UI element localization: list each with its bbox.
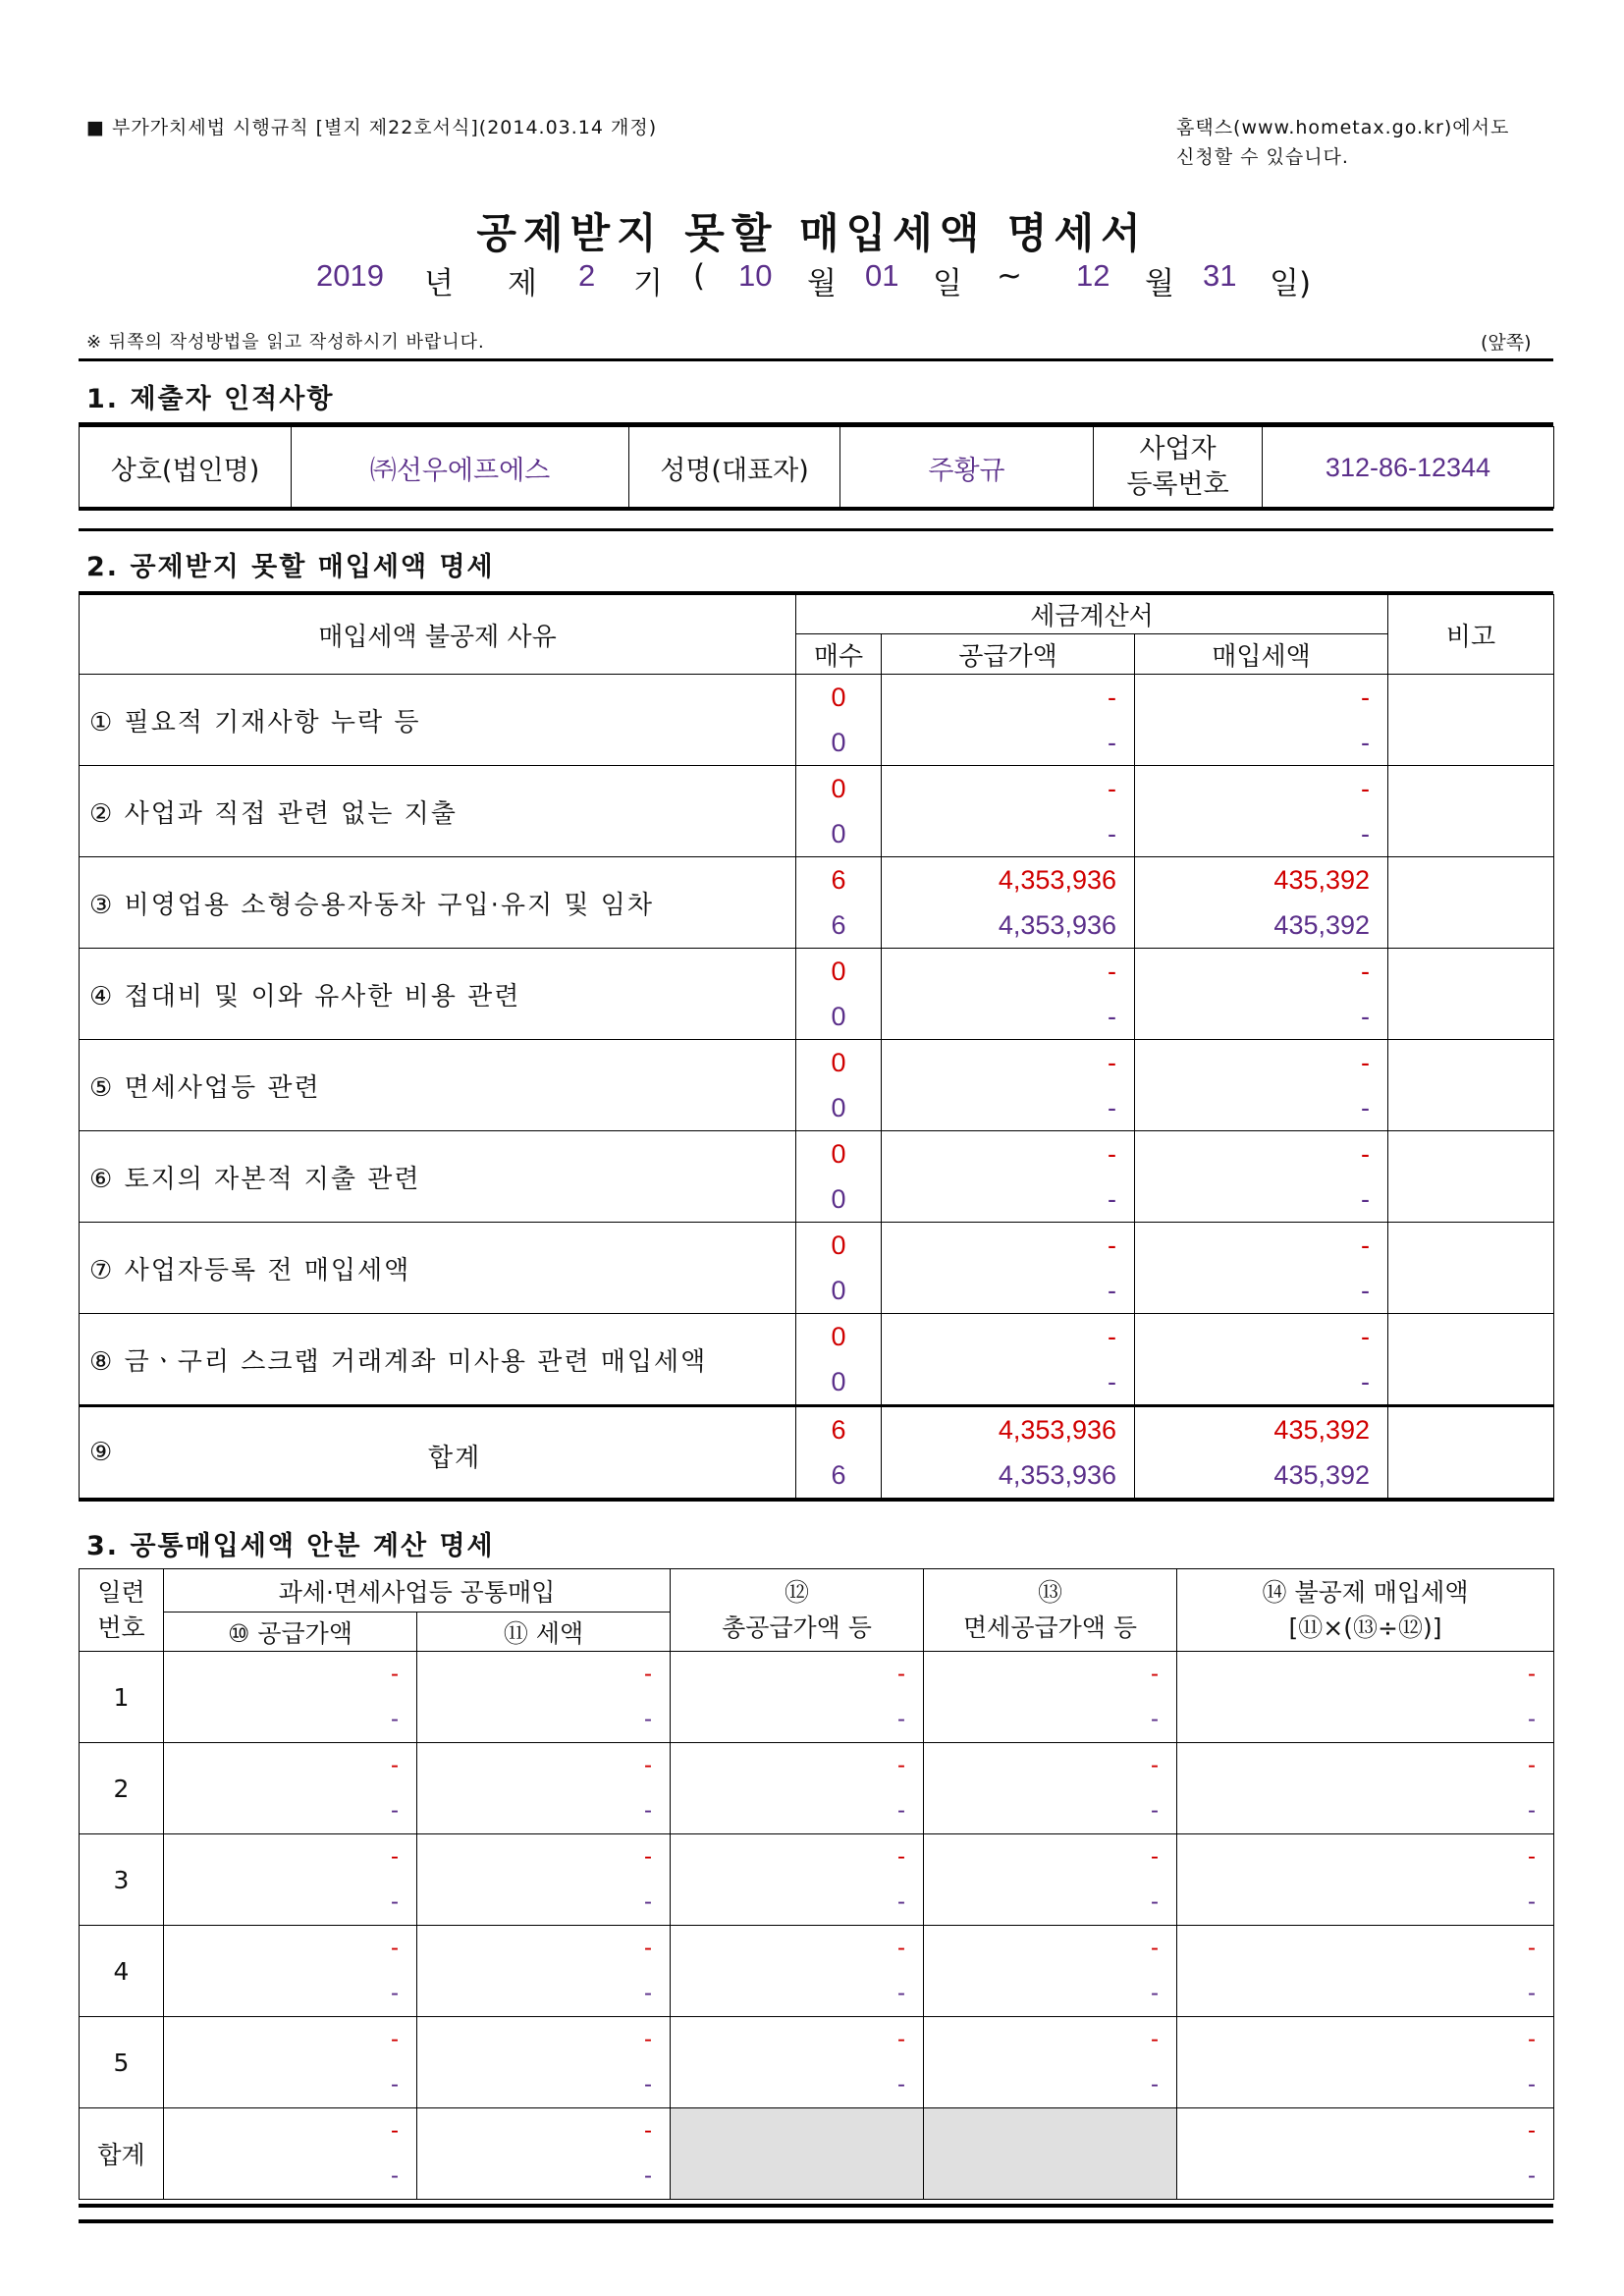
count-top: 0	[831, 1322, 846, 1351]
hometax-notice-line1: 홈택스(www.hometax.go.kr)에서도	[1176, 117, 1510, 138]
amount-bottom: -	[644, 1706, 653, 1732]
count-bottom: 6	[831, 1460, 846, 1490]
remark-header: 비고	[1388, 595, 1554, 675]
total-row	[80, 1406, 1554, 1501]
table-row	[80, 1314, 1554, 1406]
tax-top: 435,392	[1273, 1415, 1371, 1445]
common-tax-allocation-table	[79, 1568, 1554, 2200]
supply-bottom: -	[1108, 1276, 1116, 1305]
count-cell	[796, 857, 882, 949]
exempt-supply-header	[924, 1569, 1177, 1652]
nondeduct-header-formula: [⑪×(⑬÷⑫)]	[1288, 1613, 1442, 1642]
amount-bottom: -	[644, 2071, 653, 2098]
row-label: ① 필요적 기재사항 누락 등	[80, 675, 796, 766]
tax-top: -	[1361, 683, 1371, 712]
amount-top: -	[1528, 1843, 1537, 1870]
common-tax-header: ⑪ 세액	[417, 1613, 671, 1652]
tax-cell	[1135, 1406, 1388, 1501]
amount-top: -	[1151, 1935, 1160, 1961]
amount-cell	[164, 2017, 417, 2108]
amount-top: -	[391, 1843, 399, 1870]
period-term-prefix: 제	[508, 266, 537, 301]
amount-bottom: -	[897, 1888, 906, 1915]
amount-bottom: -	[1528, 1797, 1537, 1824]
row-label: ⑦ 사업자등록 전 매입세액	[80, 1223, 796, 1314]
remark-cell	[1388, 1131, 1554, 1223]
amount-bottom: -	[644, 1980, 653, 2006]
amount-top: -	[1151, 1752, 1160, 1778]
amount-cell	[417, 2108, 671, 2200]
amount-top: -	[644, 2026, 653, 2052]
regno-value: 312-86-12344	[1263, 427, 1554, 509]
tax-cell	[1135, 1223, 1388, 1314]
count-bottom: 0	[831, 819, 846, 848]
amount-bottom: -	[897, 1980, 906, 2006]
supply-cell	[882, 1314, 1135, 1406]
period-end-month-unit: 월	[1145, 266, 1174, 301]
row-label	[80, 1406, 796, 1501]
amount-bottom: -	[391, 1980, 399, 2006]
period-open-paren: (	[693, 258, 706, 294]
shaded-cell	[671, 2108, 924, 2200]
period-term: 2	[578, 258, 596, 293]
total-row	[80, 2108, 1554, 2200]
total-label: 합계	[428, 1444, 482, 1473]
amount-bottom: -	[391, 2071, 399, 2098]
amount-cell	[1177, 1834, 1554, 1926]
count-cell	[796, 1314, 882, 1406]
amount-cell	[1177, 2017, 1554, 2108]
amount-cell	[164, 1743, 417, 1834]
tax-top: -	[1361, 1139, 1371, 1169]
hometax-notice-line2: 신청할 수 있습니다.	[1176, 146, 1349, 168]
amount-top: -	[897, 1935, 906, 1961]
amount-cell	[924, 1652, 1177, 1743]
row-label: ② 사업과 직접 관련 없는 지출	[80, 766, 796, 857]
amount-bottom: -	[644, 1888, 653, 1915]
amount-cell	[671, 1926, 924, 2017]
amount-cell	[924, 1834, 1177, 1926]
amount-cell	[417, 1834, 671, 1926]
remark-cell	[1388, 949, 1554, 1040]
row-number: 5	[80, 2017, 164, 2108]
remark-cell	[1388, 1040, 1554, 1131]
page-side-label: (앞쪽)	[1481, 332, 1532, 354]
amount-bottom: -	[391, 2162, 399, 2189]
supply-cell	[882, 1223, 1135, 1314]
count-top: 0	[831, 957, 846, 986]
period-start-month: 10	[738, 258, 773, 293]
period-start-month-unit: 월	[807, 266, 837, 301]
count-top: 0	[831, 1139, 846, 1169]
regno-label	[1094, 427, 1263, 509]
amount-top: -	[1528, 1752, 1537, 1778]
count-cell	[796, 766, 882, 857]
amount-top: -	[1528, 1935, 1537, 1961]
amount-bottom: -	[897, 1706, 906, 1732]
table-row	[80, 1131, 1554, 1223]
supply-top: -	[1108, 774, 1116, 803]
total-supply-header	[671, 1569, 924, 1652]
row-number: 1	[80, 1652, 164, 1743]
amount-cell	[1177, 1743, 1554, 1834]
supply-top: -	[1108, 1322, 1116, 1351]
seq-header-line2: 번호	[97, 1613, 145, 1642]
amount-bottom: -	[1151, 1706, 1160, 1732]
count-cell	[796, 1040, 882, 1131]
table-row	[80, 675, 1554, 766]
exempt-supply-header-label: 면세공급가액 등	[963, 1613, 1138, 1642]
divider	[79, 528, 1553, 531]
supply-bottom: -	[1108, 1367, 1116, 1396]
seq-header	[80, 1569, 164, 1652]
supply-cell	[882, 949, 1135, 1040]
amount-top: -	[644, 1752, 653, 1778]
count-top: 0	[831, 683, 846, 712]
amount-top: -	[897, 2026, 906, 2052]
count-cell	[796, 1406, 882, 1501]
count-cell	[796, 949, 882, 1040]
row-label: ③ 비영업용 소형승용자동차 구입·유지 및 임차	[80, 857, 796, 949]
amount-cell	[417, 2017, 671, 2108]
amount-cell	[671, 1743, 924, 1834]
amount-bottom: -	[644, 2162, 653, 2189]
row-label: ④ 접대비 및 이와 유사한 비용 관련	[80, 949, 796, 1040]
count-cell	[796, 1131, 882, 1223]
supply-top: -	[1108, 1048, 1116, 1077]
supply-bottom: -	[1108, 819, 1116, 848]
tax-cell	[1135, 949, 1388, 1040]
divider	[79, 2204, 1553, 2208]
count-top: 0	[831, 1048, 846, 1077]
period-start-day: 01	[865, 258, 899, 293]
amount-cell	[164, 1926, 417, 2017]
tax-bottom: -	[1361, 728, 1371, 757]
period-end-day: 31	[1203, 258, 1237, 293]
amount-cell	[1177, 1652, 1554, 1743]
table-row	[80, 1834, 1554, 1926]
table-row	[80, 1040, 1554, 1131]
count-top: 6	[831, 865, 846, 895]
amount-top: -	[391, 1752, 399, 1778]
period-tilde: ~	[997, 258, 1022, 294]
row-label: ⑥ 토지의 자본적 지출 관련	[80, 1131, 796, 1223]
section3-title: 3. 공통매입세액 안분 계산 명세	[86, 1531, 495, 1561]
seq-header-line1: 일련	[97, 1577, 145, 1607]
table-row	[80, 2017, 1554, 2108]
page-title: 공제받지 못할 매입세액 명세서	[476, 209, 1148, 257]
total-supply-header-label: 총공급가액 등	[722, 1613, 872, 1642]
amount-top: -	[391, 2026, 399, 2052]
amount-top: -	[644, 1843, 653, 1870]
amount-top: -	[1528, 2117, 1537, 2144]
table-row	[80, 1652, 1554, 1743]
tax-bottom: -	[1361, 1184, 1371, 1214]
company-value: ㈜선우에프에스	[292, 427, 629, 509]
exempt-supply-header-num: ⑬	[1038, 1577, 1063, 1607]
amount-bottom: -	[1151, 1797, 1160, 1824]
amount-bottom: -	[644, 1797, 653, 1824]
tax-top: 435,392	[1273, 865, 1371, 895]
count-bottom: 0	[831, 1184, 846, 1214]
amount-bottom: -	[391, 1797, 399, 1824]
nondeduct-header-label: ⑭ 불공제 매입세액	[1262, 1577, 1469, 1607]
divider	[79, 507, 1553, 511]
supply-bottom: -	[1108, 1002, 1116, 1031]
count-bottom: 0	[831, 1002, 846, 1031]
count-header: 매수	[796, 634, 882, 675]
supply-bottom: 4,353,936	[998, 910, 1116, 940]
supply-cell	[882, 857, 1135, 949]
remark-cell	[1388, 1223, 1554, 1314]
amount-bottom: -	[1528, 1888, 1537, 1915]
divider	[79, 358, 1553, 361]
supply-top: -	[1108, 957, 1116, 986]
remark-cell	[1388, 857, 1554, 949]
hometax-notice	[1176, 113, 1509, 172]
supply-cell	[882, 1131, 1135, 1223]
company-label: 상호(법인명)	[80, 427, 292, 509]
period-year: 2019	[316, 258, 384, 293]
amount-top: -	[1151, 1661, 1160, 1687]
row-number: 4	[80, 1926, 164, 2017]
tax-cell	[1135, 675, 1388, 766]
remark-cell	[1388, 1406, 1554, 1501]
period-year-unit: 년	[424, 266, 454, 301]
count-top: 6	[831, 1415, 846, 1445]
tax-top: -	[1361, 774, 1371, 803]
tax-bottom: -	[1361, 819, 1371, 848]
supply-bottom: -	[1108, 1093, 1116, 1122]
table-row	[80, 766, 1554, 857]
invoice-header: 세금계산서	[796, 595, 1388, 634]
amount-cell	[417, 1926, 671, 2017]
supply-cell	[882, 1406, 1135, 1501]
period-term-unit: 기	[633, 266, 663, 301]
table-row	[80, 949, 1554, 1040]
tax-cell	[1135, 766, 1388, 857]
amount-top: -	[644, 2117, 653, 2144]
amount-bottom: -	[1151, 2071, 1160, 2098]
amount-top: -	[897, 1752, 906, 1778]
nondeduct-header	[1177, 1569, 1554, 1652]
amount-cell	[164, 1652, 417, 1743]
section1-title: 1. 제출자 인적사항	[86, 384, 335, 414]
tax-top: -	[1361, 957, 1371, 986]
amount-top: -	[391, 1935, 399, 1961]
supply-header: 공급가액	[882, 634, 1135, 675]
supply-top: -	[1108, 1230, 1116, 1260]
tax-bottom: -	[1361, 1367, 1371, 1396]
count-top: 0	[831, 1230, 846, 1260]
amount-bottom: -	[897, 2071, 906, 2098]
row-number: 2	[80, 1743, 164, 1834]
table-row	[80, 857, 1554, 949]
amount-bottom: -	[391, 1888, 399, 1915]
amount-cell	[924, 1743, 1177, 1834]
tax-header: 매입세액	[1135, 634, 1388, 675]
amount-top: -	[1151, 1843, 1160, 1870]
tax-cell	[1135, 1131, 1388, 1223]
amount-cell	[671, 1652, 924, 1743]
supply-cell	[882, 1040, 1135, 1131]
divider	[79, 2219, 1553, 2223]
count-bottom: 6	[831, 910, 846, 940]
count-bottom: 0	[831, 1367, 846, 1396]
amount-bottom: -	[1151, 1980, 1160, 2006]
period-end-month: 12	[1076, 258, 1110, 293]
remark-cell	[1388, 766, 1554, 857]
tax-bottom: -	[1361, 1002, 1371, 1031]
amount-bottom: -	[1528, 1980, 1537, 2006]
supply-cell	[882, 766, 1135, 857]
table-row	[80, 1743, 1554, 1834]
amount-top: -	[1528, 1661, 1537, 1687]
table-row	[80, 1926, 1554, 2017]
total-number: ⑨	[89, 1438, 115, 1467]
row-label: ⑧ 금ㆍ구리 스크랩 거래계좌 미사용 관련 매입세액	[80, 1314, 796, 1406]
amount-cell	[164, 1834, 417, 1926]
tax-top: -	[1361, 1230, 1371, 1260]
remark-cell	[1388, 675, 1554, 766]
tax-cell	[1135, 1314, 1388, 1406]
supply-bottom: -	[1108, 728, 1116, 757]
amount-cell	[164, 2108, 417, 2200]
amount-cell	[924, 1926, 1177, 2017]
regno-label-line1: 사업자	[1139, 434, 1217, 465]
supply-bottom: 4,353,936	[998, 1460, 1116, 1490]
amount-bottom: -	[1151, 1888, 1160, 1915]
total-supply-header-num: ⑫	[785, 1577, 810, 1607]
form-reference: ■ 부가가치세법 시행규칙 [별지 제22호서식](2014.03.14 개정)	[86, 117, 658, 138]
supply-top: 4,353,936	[998, 865, 1116, 895]
amount-cell	[1177, 2108, 1554, 2200]
period-end-day-unit: 일)	[1270, 266, 1312, 301]
amount-bottom: -	[1528, 2071, 1537, 2098]
count-cell	[796, 675, 882, 766]
table-row	[80, 1223, 1554, 1314]
amount-cell	[417, 1652, 671, 1743]
supply-bottom: -	[1108, 1184, 1116, 1214]
amount-top: -	[644, 1661, 653, 1687]
tax-top: -	[1361, 1322, 1371, 1351]
tax-bottom: 435,392	[1273, 1460, 1371, 1490]
amount-top: -	[897, 1843, 906, 1870]
tax-top: -	[1361, 1048, 1371, 1077]
total-label: 합계	[80, 2108, 164, 2200]
amount-top: -	[644, 1935, 653, 1961]
row-label: ⑤ 면세사업등 관련	[80, 1040, 796, 1131]
supply-cell	[882, 675, 1135, 766]
amount-bottom: -	[1528, 2162, 1537, 2189]
amount-cell	[671, 2017, 924, 2108]
amount-bottom: -	[897, 1797, 906, 1824]
count-bottom: 0	[831, 1276, 846, 1305]
row-number: 3	[80, 1834, 164, 1926]
count-cell	[796, 1223, 882, 1314]
common-purchase-header: 과세·면세사업등 공통매입	[164, 1569, 671, 1613]
section2-title: 2. 공제받지 못할 매입세액 명세	[86, 552, 495, 582]
tax-cell	[1135, 1040, 1388, 1131]
count-bottom: 0	[831, 728, 846, 757]
amount-bottom: -	[1528, 1706, 1537, 1732]
supply-top: -	[1108, 1139, 1116, 1169]
period-start-day-unit: 일	[933, 266, 962, 301]
ceo-value: 주황규	[840, 427, 1094, 509]
ceo-label: 성명(대표자)	[629, 427, 840, 509]
tax-bottom: 435,392	[1273, 910, 1371, 940]
count-bottom: 0	[831, 1093, 846, 1122]
amount-top: -	[1528, 2026, 1537, 2052]
supply-top: 4,353,936	[998, 1415, 1116, 1445]
count-top: 0	[831, 774, 846, 803]
amount-cell	[417, 1743, 671, 1834]
reason-header: 매입세액 불공제 사유	[80, 595, 796, 675]
tax-bottom: -	[1361, 1093, 1371, 1122]
amount-top: -	[1151, 2026, 1160, 2052]
tax-bottom: -	[1361, 1276, 1371, 1305]
remark-cell	[1388, 1314, 1554, 1406]
shaded-cell	[924, 2108, 1177, 2200]
amount-top: -	[391, 2117, 399, 2144]
nondeductible-tax-table	[79, 594, 1554, 1502]
submitter-info-table	[79, 426, 1554, 509]
amount-cell	[1177, 1926, 1554, 2017]
supply-top: -	[1108, 683, 1116, 712]
amount-bottom: -	[391, 1706, 399, 1732]
common-supply-header: ⑩ 공급가액	[164, 1613, 417, 1652]
tax-cell	[1135, 857, 1388, 949]
amount-top: -	[391, 1661, 399, 1687]
amount-top: -	[897, 1661, 906, 1687]
amount-cell	[924, 2017, 1177, 2108]
regno-label-line2: 등록번호	[1126, 469, 1229, 500]
instruction-note: ※ 뒤쪽의 작성방법을 읽고 작성하시기 바랍니다.	[86, 332, 485, 353]
amount-cell	[671, 1834, 924, 1926]
